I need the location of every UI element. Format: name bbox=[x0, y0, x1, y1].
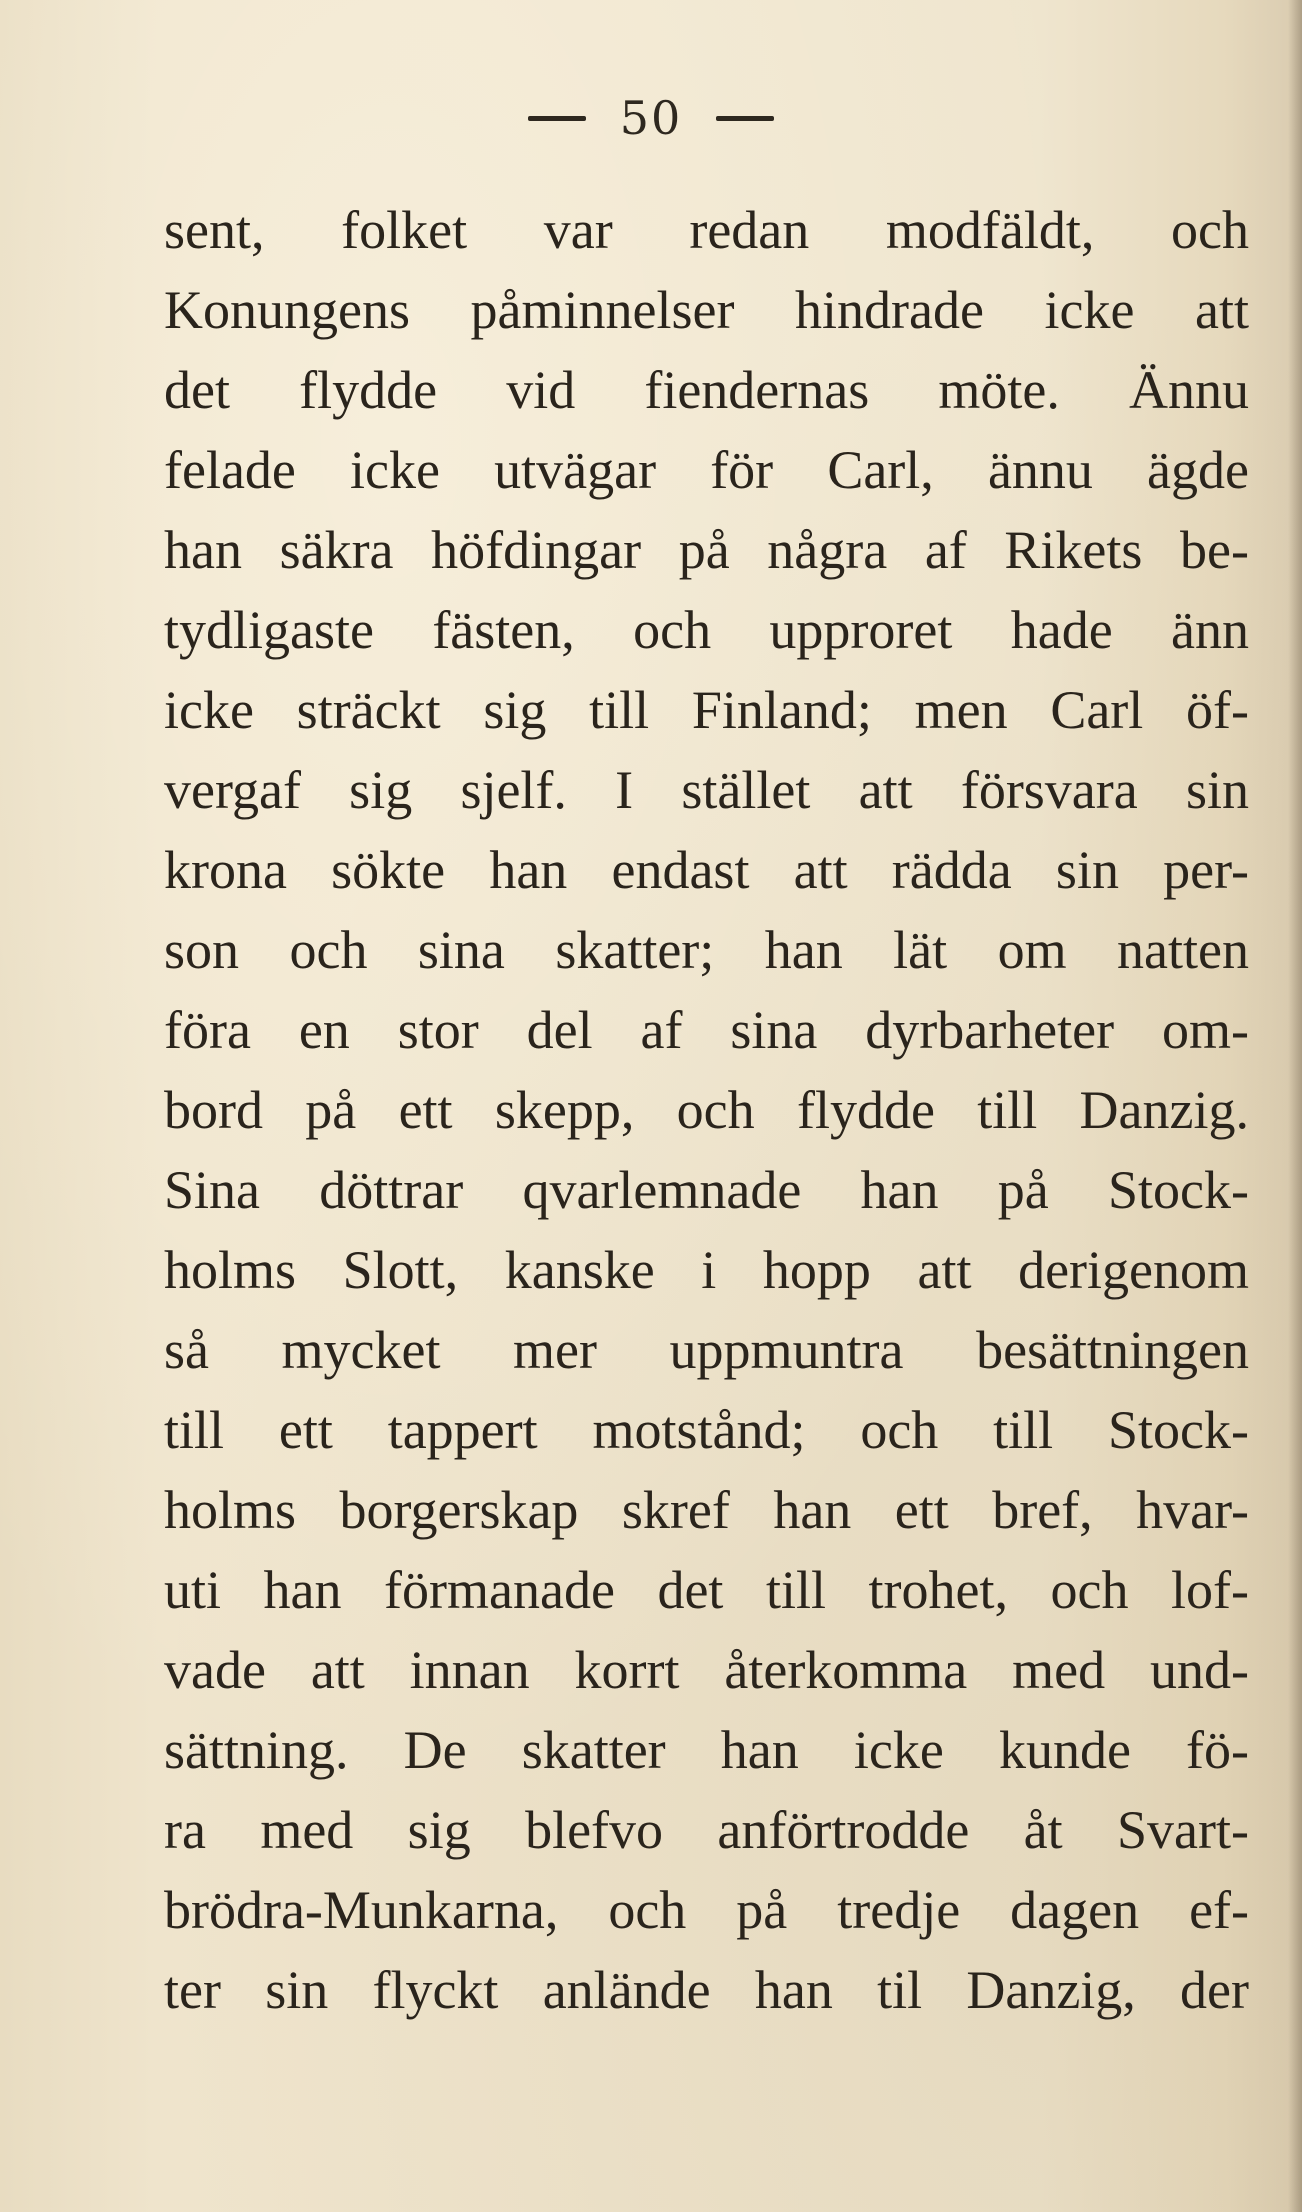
text-line: felade icke utvägar för Carl, ännu ägde bbox=[164, 440, 1249, 500]
page-header bbox=[0, 88, 1302, 148]
page-number: 50 bbox=[619, 91, 683, 145]
right-dash-ornament bbox=[716, 116, 774, 121]
text-line: han säkra höfdingar på några af Rikets be- bbox=[164, 520, 1249, 580]
text-line: brödra-Munkarna, och på tredje dagen ef- bbox=[164, 1880, 1249, 1940]
text-line: sent, folket var redan modfäldt, och bbox=[164, 200, 1249, 260]
text-line: vade att innan korrt återkomma med und- bbox=[164, 1640, 1249, 1700]
text-line: uti han förmanade det till trohet, och lof- bbox=[164, 1560, 1249, 1620]
text-line: föra en stor del af sina dyrbarheter om- bbox=[164, 1000, 1249, 1060]
page-edge-shadow bbox=[1288, 0, 1302, 2212]
text-line: holms borgerskap skref han ett bref, hvar- bbox=[164, 1480, 1249, 1540]
text-line: icke sträckt sig till Finland; men Carl öf- bbox=[164, 680, 1249, 740]
left-dash-ornament bbox=[528, 116, 586, 121]
text-line: till ett tappert motstånd; och till Stock- bbox=[164, 1400, 1249, 1460]
text-line: vergaf sig sjelf. I stället att försvara sin bbox=[164, 760, 1249, 820]
text-line: så mycket mer uppmuntra besättningen bbox=[164, 1320, 1249, 1380]
text-line: bord på ett skepp, och flydde till Danzig. bbox=[164, 1080, 1249, 1140]
text-line: son och sina skatter; han lät om natten bbox=[164, 920, 1249, 980]
text-line: ter sin flyckt anlände han til Danzig, der bbox=[164, 1960, 1249, 2020]
text-line: Sina döttrar qvarlemnade han på Stock- bbox=[164, 1160, 1249, 1220]
text-line: sättning. De skatter han icke kunde fö- bbox=[164, 1720, 1249, 1780]
text-line: Konungens påminnelser hindrade icke att bbox=[164, 280, 1249, 340]
text-line: det flydde vid fiendernas möte. Ännu bbox=[164, 360, 1249, 420]
text-line: holms Slott, kanske i hopp att derigenom bbox=[164, 1240, 1249, 1300]
text-line: ra med sig blefvo anförtrodde åt Svart- bbox=[164, 1800, 1249, 1860]
text-line: tydligaste fästen, och upproret hade änn bbox=[164, 600, 1249, 660]
text-line: krona sökte han endast att rädda sin per- bbox=[164, 840, 1249, 900]
